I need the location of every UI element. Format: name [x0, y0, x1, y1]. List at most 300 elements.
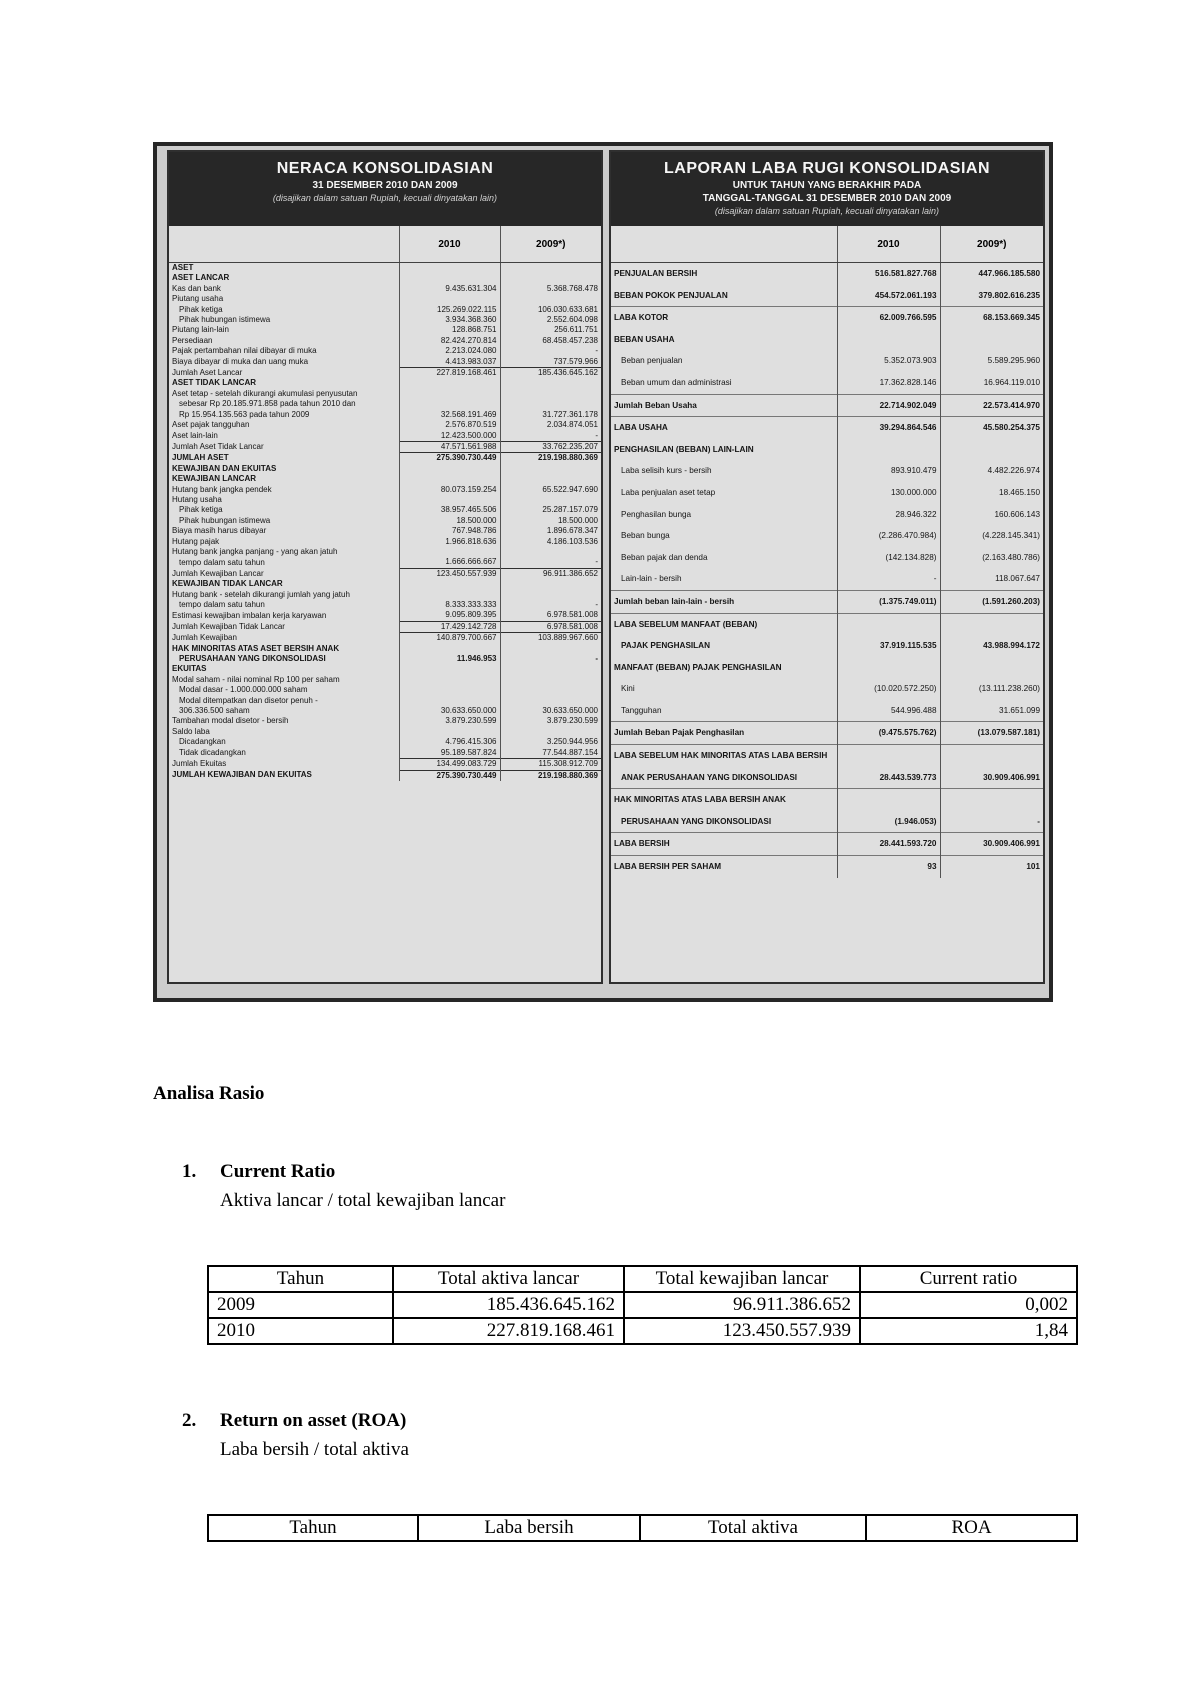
row-label: LABA BERSIH [611, 833, 837, 856]
table-row [611, 547, 1043, 569]
value-2009: (4.228.145.341) [940, 525, 1043, 547]
value-2009 [500, 273, 601, 283]
value-2009: 30.633.650.000 [500, 706, 601, 716]
table-row [611, 833, 1043, 856]
table-row [611, 789, 1043, 811]
value-2010 [399, 685, 500, 695]
table-row [611, 460, 1043, 482]
table-row [169, 336, 601, 346]
value-2010: 17.362.828.146 [837, 372, 940, 394]
value-2010: 17.429.142.728 [399, 621, 500, 632]
row-label: LABA USAHA [611, 417, 837, 439]
value-2010: 95.189.587.824 [399, 748, 500, 759]
row-label: Beban penjualan [621, 356, 683, 366]
value-2010 [837, 789, 940, 811]
value-2009: 33.762.235.207 [500, 441, 601, 452]
value-2009: 18.465.150 [940, 482, 1043, 504]
table-row [169, 706, 601, 716]
row-label: sebesar Rp 20.185.971.858 pada tahun 2010 dan [179, 399, 356, 409]
value-2010: 516.581.827.768 [837, 263, 940, 285]
row-label: Biaya dibayar di muka dan uang muka [172, 356, 309, 366]
row-label: Hutang bank - setelah dikurangi jumlah yang jatuh [172, 589, 350, 599]
table-row [611, 504, 1043, 526]
table-row [169, 748, 601, 759]
value-2010 [399, 675, 500, 685]
row-label: LABA SEBELUM HAK MINORITAS ATAS LABA BERSIH [611, 745, 837, 767]
value-2010: 93 [837, 856, 940, 878]
value-2010: (10.020.572.250) [837, 678, 940, 700]
row-label: Piutang usaha [172, 294, 224, 304]
value-2010 [837, 745, 940, 767]
value-2010 [837, 439, 940, 461]
table-row [169, 621, 601, 632]
value-2009: 68.458.457.238 [500, 336, 601, 346]
table-row [169, 664, 601, 674]
item-2-formula: Laba bersih / total aktiva [220, 1439, 409, 1460]
value-2009 [500, 495, 601, 505]
value-2010: 454.572.061.193 [837, 285, 940, 307]
row-label: Aset lain-lain [172, 430, 218, 440]
value-2009: 25.287.157.079 [500, 505, 601, 515]
value-2010: 125.269.022.115 [399, 305, 500, 315]
value-2010 [399, 263, 500, 274]
row-label: Modal dasar - 1.000.000.000 saham [179, 685, 308, 695]
table-row [611, 613, 1043, 635]
row-label: Pihak ketiga [179, 505, 223, 515]
row-label: Pihak hubungan istimewa [179, 515, 271, 525]
table-row [169, 716, 601, 726]
row-label: Modal saham - nilai nominal Rp 100 per saham [172, 674, 340, 684]
row-label: Aset tetap - setelah dikurangi akumulasi penyusutan [172, 388, 358, 398]
balance-sheet-col-2009: 2009*) [500, 226, 601, 263]
header-tahun: Tahun [208, 1515, 418, 1541]
value-2009: (1.591.260.203) [940, 590, 1043, 613]
value-2010 [399, 399, 500, 409]
table-row [169, 737, 601, 747]
table-row [611, 856, 1043, 878]
table-row [169, 547, 601, 557]
row-label: Jumlah Aset Tidak Lancar [172, 441, 264, 451]
row-label: ASET LANCAR [172, 273, 230, 283]
row-label: LABA BERSIH PER SAHAM [611, 856, 837, 878]
row-label: Jumlah Kewajiban [172, 632, 237, 642]
row-label: MANFAAT (BEBAN) PAJAK PENGHASILAN [614, 662, 782, 672]
value-2010 [399, 579, 500, 589]
value-2009: 219.198.880.369 [500, 770, 601, 781]
value-2009: - [500, 346, 601, 356]
value-2010 [837, 657, 940, 679]
table-row [169, 368, 601, 379]
table-row [611, 722, 1043, 745]
value-2009: 31.651.099 [940, 700, 1043, 722]
row-label: Beban bunga [621, 531, 670, 541]
table-row [169, 294, 601, 304]
table-row [169, 410, 601, 420]
value-2009 [500, 399, 601, 409]
value-2010: 28.443.539.773 [837, 767, 940, 789]
value-2009: 1.896.678.347 [500, 526, 601, 536]
row-label: HAK MINORITAS ATAS LABA BERSIH ANAK [611, 789, 837, 811]
value-2010: 123.450.557.939 [399, 568, 500, 579]
table-row [169, 284, 601, 294]
row-label: Modal ditempatkan dan disetor penuh - [179, 695, 318, 705]
value-2010 [399, 294, 500, 304]
value-2009: 22.573.414.970 [940, 394, 1043, 417]
value-2010: (142.134.828) [837, 547, 940, 569]
value-2010: 767.948.786 [399, 526, 500, 536]
table-row [169, 696, 601, 706]
value-2009 [500, 696, 601, 706]
value-2010 [399, 378, 500, 388]
table-row [611, 350, 1043, 372]
table-row [611, 590, 1043, 613]
table-row [169, 644, 601, 654]
value-2009: - [500, 431, 601, 442]
table-row [169, 505, 601, 515]
row-label: Beban umum dan administrasi [621, 377, 732, 387]
table-row [169, 305, 601, 315]
value-2009: 3.879.230.599 [500, 716, 601, 726]
table-row [611, 525, 1043, 547]
value-2010 [837, 329, 940, 351]
value-2010: 134.499.083.729 [399, 759, 500, 770]
cell-current-ratio: 1,84 [860, 1318, 1077, 1344]
income-statement-rows [611, 263, 1043, 878]
value-2010: 130.000.000 [837, 482, 940, 504]
row-label: Aset pajak tangguhan [172, 420, 250, 430]
row-label: Hutang bank jangka panjang - yang akan jatuh [172, 546, 338, 556]
row-label: Beban pajak dan denda [621, 552, 708, 562]
value-2010: 4.413.983.037 [399, 357, 500, 368]
header-current-ratio: Current ratio [860, 1266, 1077, 1292]
value-2009: 219.198.880.369 [500, 453, 601, 464]
cell-year: 2009 [208, 1292, 393, 1318]
value-2009 [500, 464, 601, 474]
value-2009: 160.606.143 [940, 504, 1043, 526]
row-label: Biaya masih harus dibayar [172, 526, 267, 536]
value-2010: 1.966.818.636 [399, 537, 500, 547]
row-label: PENJUALAN BERSIH [614, 269, 698, 278]
balance-sheet-col-2010: 2010 [399, 226, 500, 263]
row-label: Jumlah Beban Usaha [611, 394, 837, 417]
value-2009 [500, 294, 601, 304]
table-row [169, 557, 601, 568]
value-2009 [940, 745, 1043, 767]
row-label: 306.336.500 saham [179, 706, 250, 716]
value-2009: 65.522.947.690 [500, 485, 601, 495]
header-laba-bersih: Laba bersih [418, 1515, 640, 1541]
table-row [169, 357, 601, 368]
value-2010: (9.475.575.762) [837, 722, 940, 745]
row-label: Persediaan [172, 335, 213, 345]
balance-sheet-header [169, 152, 601, 226]
cell-total-aktiva-lancar: 227.819.168.461 [393, 1318, 624, 1344]
value-2010: 8.333.333.333 [399, 600, 500, 610]
row-label: LABA KOTOR [611, 307, 837, 329]
header-roa: ROA [866, 1515, 1077, 1541]
value-2009: 16.964.119.010 [940, 372, 1043, 394]
value-2009: 18.500.000 [500, 516, 601, 526]
value-2010: 11.946.953 [399, 654, 500, 664]
row-label: Kini [621, 684, 635, 694]
table-row [169, 526, 601, 536]
income-statement-header [611, 152, 1043, 226]
value-2009: (13.111.238.260) [940, 678, 1043, 700]
value-2009: 30.909.406.991 [940, 833, 1043, 856]
table-row [169, 346, 601, 356]
table-row [611, 372, 1043, 394]
value-2010: 80.073.159.254 [399, 485, 500, 495]
item-1-formula: Aktiva lancar / total kewajiban lancar [220, 1190, 506, 1211]
row-label: PENGHASILAN (BEBAN) LAIN-LAIN [614, 444, 754, 454]
row-label: Pihak ketiga [179, 304, 223, 314]
value-2009: - [940, 811, 1043, 833]
value-2009 [940, 789, 1043, 811]
table-row [611, 568, 1043, 590]
table-row [611, 767, 1043, 789]
value-2010: (1.375.749.011) [837, 590, 940, 613]
table-row [169, 727, 601, 737]
table-row [208, 1292, 1077, 1318]
value-2010 [399, 495, 500, 505]
value-2009: 6.978.581.008 [500, 621, 601, 632]
value-2010: (2.286.470.984) [837, 525, 940, 547]
income-statement-subtitle-1: UNTUK TAHUN YANG BERAKHIR PADA [732, 180, 922, 191]
value-2010 [837, 613, 940, 635]
value-2009: 6.978.581.008 [500, 610, 601, 621]
row-label: Jumlah beban lain-lain - bersih [611, 590, 837, 613]
row-label: Laba penjualan aset tetap [621, 487, 716, 497]
scanned-financial-statement [153, 142, 1053, 1002]
table-row [169, 378, 601, 388]
row-label: JUMLAH ASET [172, 453, 229, 463]
value-2009: (2.163.480.786) [940, 547, 1043, 569]
table-row [169, 759, 601, 770]
value-2010: 28.441.593.720 [837, 833, 940, 856]
value-2010 [399, 664, 500, 674]
value-2010: 22.714.902.049 [837, 394, 940, 417]
value-2009 [940, 613, 1043, 635]
cell-year: 2010 [208, 1318, 393, 1344]
income-statement-note: (disajikan dalam satuan Rupiah, kecuali dinyatakan lain) [714, 206, 940, 216]
row-label: HAK MINORITAS ATAS ASET BERSIH ANAK [172, 643, 340, 653]
value-2010: 3.879.230.599 [399, 716, 500, 726]
value-2009 [500, 644, 601, 654]
row-label: KEWAJIBAN TIDAK LANCAR [172, 579, 283, 589]
table-row [611, 439, 1043, 461]
value-2009 [500, 263, 601, 274]
row-label: BEBAN USAHA [614, 334, 675, 344]
value-2009 [940, 329, 1043, 351]
table-row [611, 811, 1043, 833]
table-row [169, 389, 601, 399]
value-2009: 68.153.669.345 [940, 307, 1043, 329]
table-row [611, 329, 1043, 351]
value-2010: 38.957.465.506 [399, 505, 500, 515]
value-2009 [500, 590, 601, 600]
value-2010: 82.424.270.814 [399, 336, 500, 346]
table-row [611, 394, 1043, 417]
value-2010: 893.910.479 [837, 460, 940, 482]
value-2009: 4.186.103.536 [500, 537, 601, 547]
value-2010 [399, 590, 500, 600]
table-row [208, 1318, 1077, 1344]
row-label: PAJAK PENGHASILAN [621, 641, 711, 651]
table-row [611, 482, 1043, 504]
value-2009: 3.250.944.956 [500, 737, 601, 747]
row-label: ASET [172, 263, 194, 272]
value-2009 [500, 664, 601, 674]
row-label: Jumlah Aset Lancar [172, 367, 243, 377]
row-label: JUMLAH KEWAJIBAN DAN EKUITAS [172, 770, 312, 780]
row-label: PERUSAHAAN YANG DIKONSOLIDASI [179, 654, 326, 664]
table-row [169, 273, 601, 283]
table-row [169, 633, 601, 644]
table-row [611, 678, 1043, 700]
row-label: Hutang bank jangka pendek [172, 484, 272, 494]
row-label: Kas dan bank [172, 283, 221, 293]
row-label: tempo dalam satu tahun [179, 557, 265, 567]
value-2010: 18.500.000 [399, 516, 500, 526]
item-2-title: Return on asset (ROA) [220, 1410, 407, 1431]
value-2009: 447.966.185.580 [940, 263, 1043, 285]
table-row [169, 685, 601, 695]
current-ratio-table [207, 1265, 1078, 1345]
value-2010: 12.423.500.000 [399, 431, 500, 442]
balance-sheet-rows [169, 263, 601, 781]
value-2009: 45.580.254.375 [940, 417, 1043, 439]
row-label: Jumlah Ekuitas [172, 759, 227, 769]
row-label: ANAK PERUSAHAAN YANG DIKONSOLIDASI [621, 772, 798, 782]
header-total-kewajiban-lancar: Total kewajiban lancar [624, 1266, 860, 1292]
value-2010 [399, 644, 500, 654]
value-2009: 77.544.887.154 [500, 748, 601, 759]
row-label: Piutang lain-lain [172, 325, 229, 335]
table-row [611, 417, 1043, 439]
row-label: Tambahan modal disetor - bersih [172, 716, 289, 726]
current-ratio-header-row [208, 1266, 1077, 1292]
value-2009 [500, 389, 601, 399]
value-2010 [399, 547, 500, 557]
table-row [169, 399, 601, 409]
value-2009: - [500, 557, 601, 568]
value-2010: 2.213.024.080 [399, 346, 500, 356]
table-row [611, 285, 1043, 307]
table-row [169, 431, 601, 442]
cell-total-kewajiban-lancar: 96.911.386.652 [624, 1292, 860, 1318]
row-label: LABA SEBELUM MANFAAT (BEBAN) [611, 613, 837, 635]
value-2010: 37.919.115.535 [837, 635, 940, 657]
table-row [169, 485, 601, 495]
table-row [611, 307, 1043, 329]
value-2010: 2.576.870.519 [399, 420, 500, 430]
table-row [169, 675, 601, 685]
value-2009: (13.079.587.181) [940, 722, 1043, 745]
value-2010: - [837, 568, 940, 590]
income-statement-label-header [611, 226, 837, 263]
value-2009 [940, 439, 1043, 461]
value-2009: 30.909.406.991 [940, 767, 1043, 789]
income-statement-subtitle-2: TANGGAL-TANGGAL 31 DESEMBER 2010 DAN 2009 [702, 193, 952, 204]
value-2009 [500, 675, 601, 685]
value-2010: 9.095.809.395 [399, 610, 500, 621]
row-label: Hutang pajak [172, 536, 220, 546]
header-total-aktiva-lancar: Total aktiva lancar [393, 1266, 624, 1292]
table-row [169, 315, 601, 325]
row-label: Laba selisih kurs - bersih [621, 466, 712, 476]
value-2010: 227.819.168.461 [399, 368, 500, 379]
value-2010 [399, 474, 500, 484]
value-2009: 2.552.604.098 [500, 315, 601, 325]
value-2010: 1.666.666.667 [399, 557, 500, 568]
table-row [611, 745, 1043, 767]
value-2010: 4.796.415.306 [399, 737, 500, 747]
value-2010 [399, 727, 500, 737]
roa-header-row [208, 1515, 1077, 1541]
table-row [169, 770, 601, 781]
row-label: KEWAJIBAN LANCAR [172, 474, 256, 484]
table-row [169, 568, 601, 579]
value-2009: 115.308.912.709 [500, 759, 601, 770]
balance-sheet-subtitle: 31 DESEMBER 2010 DAN 2009 [312, 180, 458, 191]
value-2010: 62.009.766.595 [837, 307, 940, 329]
table-row [169, 600, 601, 610]
value-2010: 5.352.073.903 [837, 350, 940, 372]
balance-sheet-label-header [169, 226, 399, 263]
table-row [169, 516, 601, 526]
item-1-number: 1. [182, 1161, 197, 1182]
table-row [169, 474, 601, 484]
value-2009: 106.030.633.681 [500, 305, 601, 315]
value-2009 [500, 579, 601, 589]
value-2009: - [500, 600, 601, 610]
row-label: Jumlah Kewajiban Lancar [172, 568, 264, 578]
value-2009: 5.589.295.960 [940, 350, 1043, 372]
table-row [611, 700, 1043, 722]
value-2010 [399, 273, 500, 283]
row-label: Lain-lain - bersih [621, 574, 682, 584]
row-label: Pajak pertambahan nilai dibayar di muka [172, 346, 317, 356]
table-row [611, 635, 1043, 657]
header-tahun: Tahun [208, 1266, 393, 1292]
value-2009: 185.436.645.162 [500, 368, 601, 379]
value-2009 [500, 727, 601, 737]
value-2010 [399, 389, 500, 399]
row-label: Tangguhan [621, 705, 662, 715]
row-label: Saldo laba [172, 726, 210, 736]
row-label: Dicadangkan [179, 737, 226, 747]
value-2009 [940, 657, 1043, 679]
cell-total-aktiva-lancar: 185.436.645.162 [393, 1292, 624, 1318]
value-2009: 379.802.616.235 [940, 285, 1043, 307]
value-2010: 544.996.488 [837, 700, 940, 722]
row-label: Hutang usaha [172, 494, 222, 504]
row-label: tempo dalam satu tahun [179, 600, 265, 609]
value-2010 [399, 464, 500, 474]
table-row [169, 579, 601, 589]
value-2010: 32.568.191.469 [399, 410, 500, 420]
income-statement-col-2009: 2009*) [940, 226, 1043, 263]
row-label: Rp 15.954.135.563 pada tahun 2009 [179, 409, 310, 419]
table-row [169, 464, 601, 474]
value-2009 [500, 474, 601, 484]
item-2-number: 2. [182, 1410, 197, 1431]
table-row [611, 657, 1043, 679]
table-row [169, 654, 601, 664]
value-2009: 5.368.768.478 [500, 284, 601, 294]
balance-sheet-title: NERACA KONSOLIDASIAN [276, 160, 494, 177]
header-total-aktiva: Total aktiva [640, 1515, 866, 1541]
